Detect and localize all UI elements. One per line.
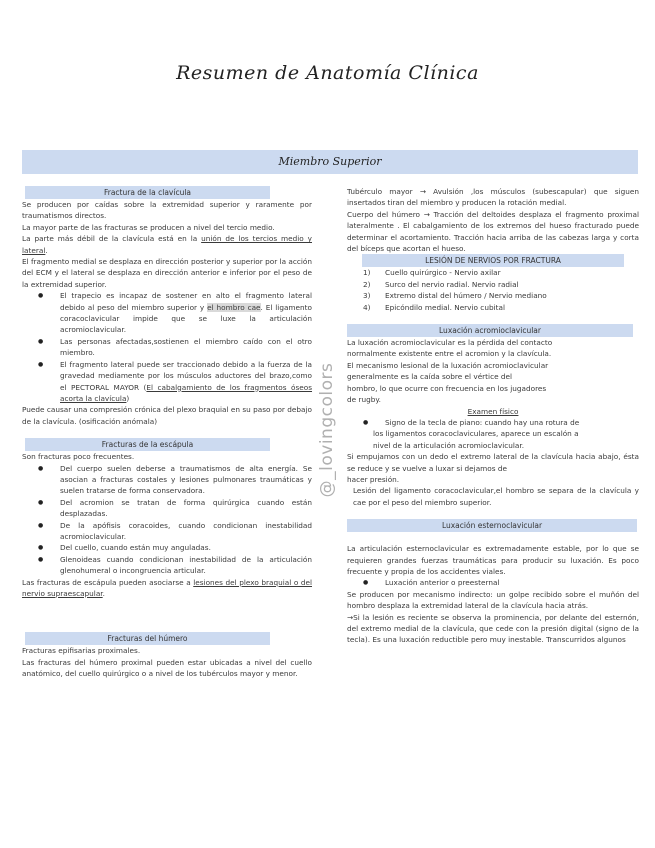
text-line: generalmente es la caída sobre el vértice del: [347, 372, 513, 382]
paragraph: Las fracturas de escápula pueden asociarse a lesiones del plexo braquial o del nervio supraescapular.: [22, 577, 312, 598]
section-heading-clavicula: Fractura de la clavícula: [25, 186, 270, 199]
watermark: [307, 355, 347, 505]
paragraph: Lesión del ligamento coracoclavicular,el hombro se separa de la clavícula y cae por el peso del miembro superior.: [353, 486, 639, 507]
right-column: [347, 186, 639, 646]
list-item: ● El fragmento lateral puede ser traccionado debido a la fuerza de la gravedad mediamente por los músculos aductores del brazo,como el PECTORAL MAYOR (El cabalgamiento de los fragmentos óseos acorta la clavícula): [60, 359, 312, 405]
bullet-list: [22, 290, 312, 404]
page-title: Resumen de Anatomía Clínica: [176, 62, 479, 84]
text-line: de rugby.: [347, 395, 381, 405]
paragraph: El fragmento medial se desplaza en dirección posterior y superior por la acción del ECM y el lateral se desplaza en dirección anterior e inferior por el peso de la extremidad superior.: [22, 257, 312, 289]
list-item: 4) Epicóndilo medial. Nervio cubital: [363, 302, 505, 312]
highlighted-text: el hombro cae: [207, 302, 261, 312]
paragraph: La parte más débil de la clavícula está en la unión de los tercios medio y lateral.: [22, 234, 312, 255]
paragraph: La mayor parte de las fracturas se producen a nivel del tercio medio.: [22, 222, 275, 232]
watermark-text: @_lovingcolors: [317, 362, 337, 498]
paragraph: Las fracturas del húmero proximal pueden estar ubicadas a nivel del cuello anatómico, del cuello quirúrgico o a nivel de los tubérculos mayor y menor.: [22, 657, 312, 679]
list-item: 3) Extremo distal del húmero / Nervio mediano: [363, 291, 547, 301]
list-item: ● El trapecio es incapaz de sostener en alto el fragmento lateral debido al peso del miembro superior y el hombro cae. El ligamento coracoclavicular impide que se luxe la articulación acromioclavicular.: [60, 290, 312, 336]
section-banner: Miembro Superior: [22, 150, 638, 174]
underlined-text: El cabalgamiento de los fragmentos óseos acorta la clavícula: [60, 382, 313, 403]
list-item: ● Del cuello, cuando están muy anguladas.: [60, 542, 312, 553]
bullet-list: [347, 577, 639, 588]
paragraph: La articulación esternoclavicular es extremadamente estable, por lo que se requieren grandes fuerzas traumáticas para producir su luxación. Es poco frecuente y propia de los accidentes viales.: [347, 544, 639, 576]
section-heading-humero: Fracturas del húmero: [25, 632, 270, 645]
paragraph: Se producen por mecanismo indirecto: un golpe recibido sobre el muñón del hombro desplaza la extremidad lateral de la clavícula hacia atrás.: [347, 589, 639, 611]
bullet-list: [22, 463, 312, 577]
list-item: ● Glenoideas cuando condicionan inestabilidad de la articulación glenohumeral o incongruencia articular.: [60, 554, 312, 577]
list-item: 1) Cuello quirúrgico - Nervio axilar: [363, 268, 501, 278]
paragraph: Se producen por caídas sobre la extremidad superior y raramente por traumatismos directos.: [22, 200, 312, 221]
paragraph: →Si la lesión es reciente se observa la prominencia, por delante del esternón, del extremo medial de la clavícula, que cede con la presión digital (signo de la tecla). Es una luxación reductible pero muy inestable. Transcurridos algunos: [347, 612, 639, 645]
section-heading-nervios: LESIÓN DE NERVIOS POR FRACTURA: [362, 254, 624, 267]
numbered-list: [347, 267, 639, 313]
paragraph: Son fracturas poco frecuentes.: [22, 452, 135, 462]
section-heading-escapula: Fracturas de la escápula: [25, 438, 270, 451]
list-item: ● Las personas afectadas,sostienen el miembro caído con el otro miembro.: [60, 336, 312, 359]
left-column: [22, 186, 312, 680]
list-item: ● Del cuerpo suelen deberse a traumatismos de alta energía. Se asocian a fracturas costales y lesiones pulmonares traumáticas y suelen tratarse de forma conservadora.: [60, 463, 312, 497]
text-line: hombro, lo que ocurre con frecuencia en los jugadores: [347, 383, 547, 393]
underlined-text: unión de los tercios medio y lateral: [22, 234, 312, 255]
paragraph: Tubérculo mayor → Avulsión ,los músculos (subescapular) que siguen insertados tiran del miembro y producen la rotación medial.: [347, 187, 639, 208]
text-line: los ligamentos coracoclaviculares, aparece un escalón a: [373, 429, 579, 439]
text-line: normalmente existente entre el acromion y la clavícula.: [347, 349, 552, 359]
list-item: ● De la apófisis coracoides, cuando condicionan inestabilidad acromioclavicular.: [60, 520, 312, 543]
text-line: hacer presión.: [347, 474, 400, 484]
section-heading-luxacion-acromioclavicular: Luxación acromioclavicular: [347, 324, 633, 337]
paragraph: Fracturas epifisarias proximales.: [22, 646, 141, 656]
list-item: ● Del acromion se tratan de forma quirúrgica cuando están desplazadas.: [60, 497, 312, 520]
section-heading-luxacion-esternoclavicular: Luxación esternoclavicular: [347, 519, 637, 532]
text-line: nivel de la articulación acromioclavicular.: [373, 440, 525, 450]
paragraph: Si empujamos con un dedo el extremo lateral de la clavícula hacia abajo, ésta se reduce y se vuelve a luxar si dejamos de: [347, 452, 639, 473]
text-line: La luxación acromioclavicular es la pérdida del contacto: [347, 338, 553, 348]
underlined-text: lesiones del plexo braquial o del nervio supraescapular: [22, 577, 312, 598]
list-item: 2) Surco del nervio radial. Nervio radial: [363, 279, 519, 289]
text-line: El mecanismo lesional de la luxación acromioclavicular: [347, 360, 549, 370]
subheading-examen: Examen físico: [467, 406, 519, 416]
bullet-list: [347, 417, 639, 428]
list-item: ● Luxación anterior o preesternal: [385, 577, 639, 588]
paragraph: Puede causar una compresión crónica del plexo braquial en su paso por debajo de la clavícula. (osificación anómala): [22, 405, 312, 426]
list-item: ● Signo de la tecla de piano: cuando hay una rotura de: [385, 417, 639, 428]
paragraph: Cuerpo del húmero → Tracción del deltoides desplaza el fragmento proximal lateralmente . El cabalgamiento de los extremos del hueso fracturado puede determinar el acortamiento. Tracción hacia arriba de las cabezas larga y corta del bíceps que acortan el hueso.: [347, 209, 639, 254]
